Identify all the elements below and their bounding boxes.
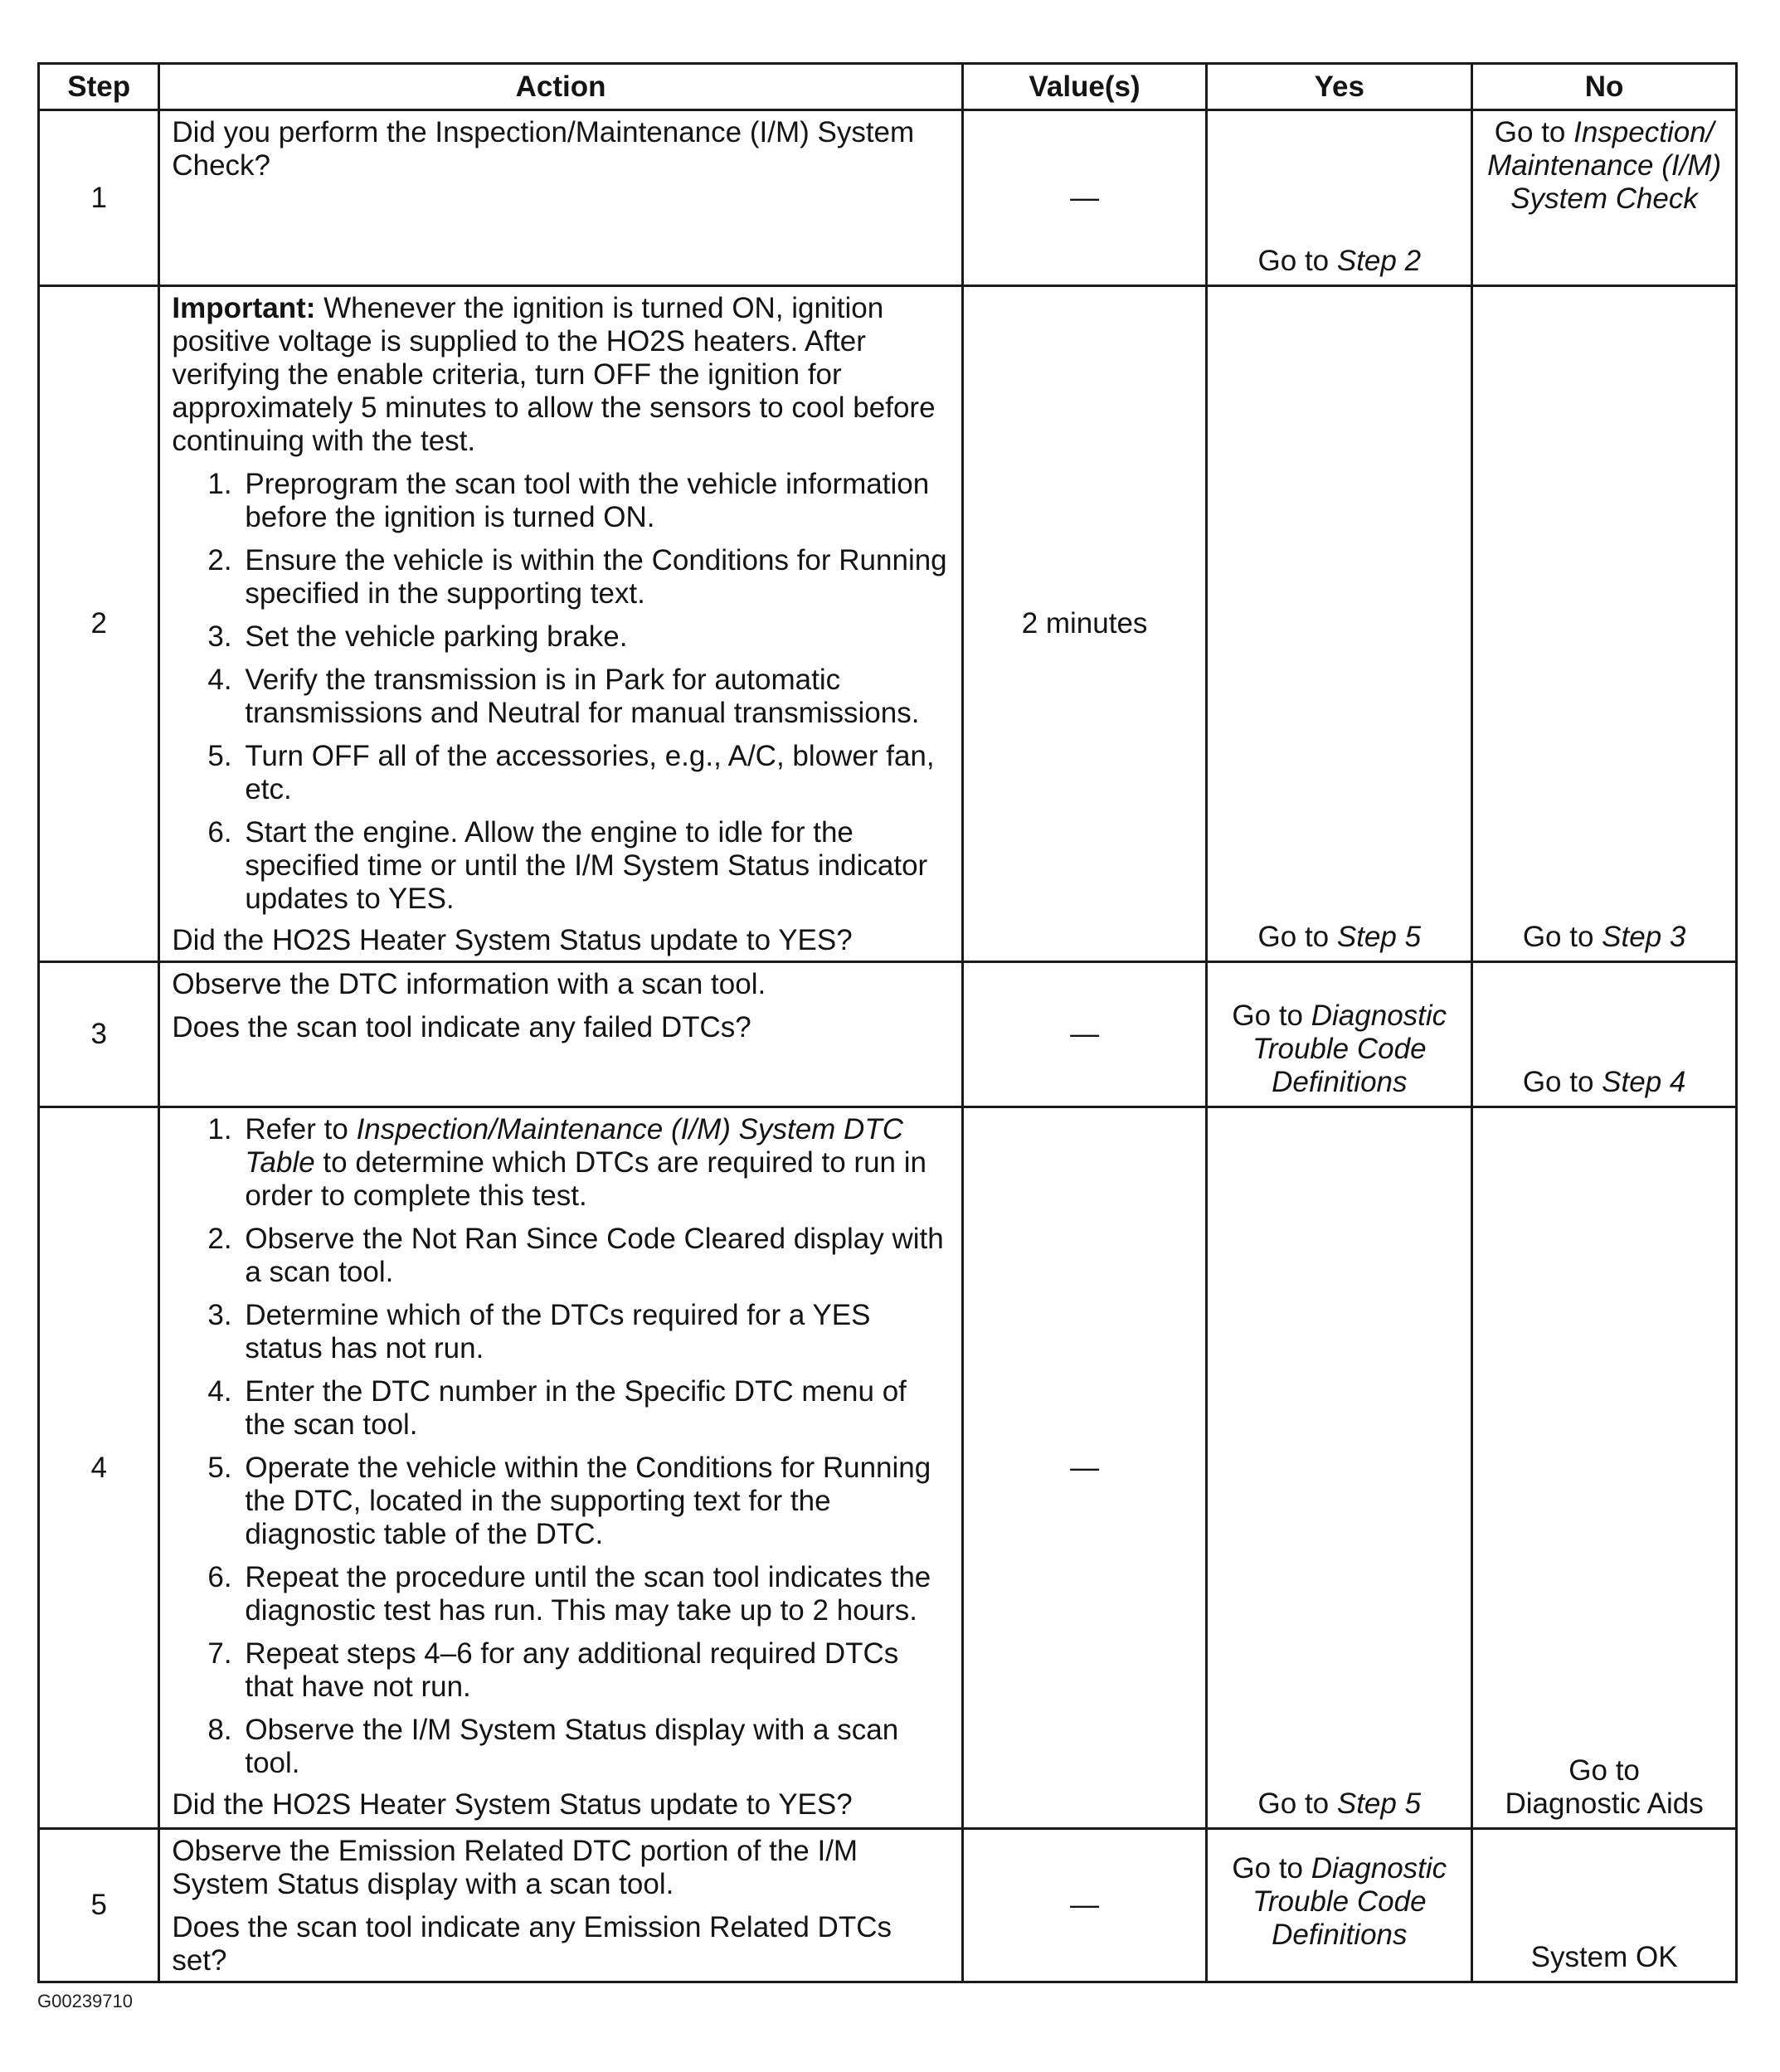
- im-dtc-table-link[interactable]: Inspection/Maintenance (I/M) System DTC Table: [245, 1113, 903, 1179]
- header-values: Value(s): [962, 64, 1207, 110]
- list-item: 4. Enter the DTC number in the Specific DTC menu of the scan tool.: [240, 1375, 949, 1442]
- table-row: [39, 286, 1737, 962]
- value-cell: —: [962, 1829, 1207, 1982]
- header-action: Action: [159, 64, 962, 110]
- no-prefix: Go to: [1522, 921, 1602, 953]
- no-cell: [1472, 1107, 1737, 1829]
- no-cell: System OK: [1472, 1829, 1737, 1982]
- important-text: Whenever the ignition is turned ON, ignition positive voltage is supplied to the HO2S heaters. After verifying the enable criteria, turn OFF the ignition for approximately 5 minutes to allow the sensors to cool before continuing with the test.: [172, 292, 936, 457]
- no-im-system-check-link[interactable]: Inspection/ Maintenance (I/M) System Check: [1487, 116, 1722, 215]
- no-prefix: Go to: [1568, 1754, 1640, 1787]
- value-cell: 2 minutes: [962, 286, 1207, 962]
- no-prefix: Go to: [1522, 1066, 1602, 1098]
- figure-id: G00239710: [37, 1991, 133, 2011]
- yes-dtc-definitions-link[interactable]: Diagnostic Trouble Code Definitions: [1252, 1000, 1447, 1098]
- table-row: [39, 962, 1737, 1107]
- no-cell: [1472, 962, 1737, 1107]
- step-number: 5: [39, 1829, 159, 1982]
- step-number: 2: [39, 286, 159, 962]
- action-question: Does the scan tool indicate any failed DTCs?: [172, 1011, 751, 1043]
- list-item: 7. Repeat steps 4–6 for any additional required DTCs that have not run.: [240, 1637, 949, 1704]
- yes-cell: [1207, 1107, 1472, 1829]
- diagnostic-table: [37, 62, 1738, 1983]
- important-label: Important:: [172, 292, 316, 324]
- header-step: Step: [39, 64, 159, 110]
- step-number: 1: [39, 110, 159, 286]
- no-cell: [1472, 286, 1737, 962]
- yes-prefix: Go to: [1257, 921, 1337, 953]
- action-cell: [159, 1107, 962, 1829]
- action-question: Did the HO2S Heater System Status update to YES?: [172, 1788, 853, 1821]
- no-diagnostic-aids-link[interactable]: Diagnostic Aids: [1505, 1787, 1704, 1820]
- action-question: Did you perform the Inspection/Maintenance (I/M) System Check?: [172, 116, 915, 182]
- list-item: 4. Verify the transmission is in Park for automatic transmissions and Neutral for manual transmissions.: [240, 664, 949, 730]
- action-question: Did the HO2S Heater System Status update to YES?: [172, 924, 853, 956]
- item-text: to determine which DTCs are required to run in order to complete this test.: [245, 1146, 926, 1212]
- procedure-list: [172, 468, 949, 916]
- action-cell: [159, 286, 962, 962]
- action-line: Observe the Emission Related DTC portion of the I/M System Status display with a scan tool.: [172, 1835, 858, 1900]
- action-cell: [159, 1829, 962, 1982]
- no-cell: [1472, 110, 1737, 286]
- action-cell: [159, 110, 962, 286]
- list-item: 1. Preprogram the scan tool with the vehicle information before the ignition is turned ON.: [240, 468, 949, 534]
- table-row: [39, 1107, 1737, 1829]
- list-item: 5. Operate the vehicle within the Conditions for Running the DTC, located in the supporting text for the diagnostic table of the DTC.: [240, 1452, 949, 1551]
- procedure-list: [172, 1113, 949, 1780]
- yes-step-link[interactable]: Step 2: [1336, 245, 1422, 277]
- yes-prefix: Go to: [1232, 1852, 1311, 1885]
- yes-prefix: Go to: [1232, 1000, 1311, 1032]
- yes-cell: [1207, 286, 1472, 962]
- yes-prefix: Go to: [1257, 245, 1337, 277]
- yes-step-link[interactable]: Step 5: [1336, 1787, 1422, 1820]
- yes-cell: [1207, 110, 1472, 286]
- table-row: [39, 1829, 1737, 1982]
- yes-cell: [1207, 1829, 1472, 1982]
- header-row: [39, 64, 1737, 110]
- value-cell: —: [962, 1107, 1207, 1829]
- no-prefix: Go to: [1494, 116, 1574, 148]
- list-item: 6. Repeat the procedure until the scan tool indicates the diagnostic test has run. This may take up to 2 hours.: [240, 1561, 949, 1627]
- no-step-link[interactable]: Step 4: [1602, 1066, 1686, 1098]
- list-item: 3. Set the vehicle parking brake.: [240, 620, 949, 654]
- action-cell: [159, 962, 962, 1107]
- no-step-link[interactable]: Step 3: [1602, 921, 1686, 953]
- list-item: 8. Observe the I/M System Status display with a scan tool.: [240, 1714, 949, 1780]
- step-number: 3: [39, 962, 159, 1107]
- action-question: Does the scan tool indicate any Emission Related DTCs set?: [172, 1911, 892, 1977]
- action-line: Observe the DTC information with a scan tool.: [172, 968, 766, 1000]
- yes-dtc-definitions-link[interactable]: Diagnostic Trouble Code Definitions: [1252, 1852, 1447, 1951]
- value-cell: —: [962, 962, 1207, 1107]
- list-item: 2. Ensure the vehicle is within the Conditions for Running specified in the supporting text.: [240, 544, 949, 610]
- step-number: 4: [39, 1107, 159, 1829]
- important-note: [172, 292, 949, 458]
- list-item: [240, 1113, 949, 1213]
- list-item: 2. Observe the Not Ran Since Code Cleared display with a scan tool.: [240, 1223, 949, 1289]
- yes-step-link[interactable]: Step 5: [1336, 921, 1422, 953]
- header-yes: Yes: [1207, 64, 1472, 110]
- yes-cell: [1207, 962, 1472, 1107]
- yes-prefix: Go to: [1257, 1787, 1337, 1820]
- list-item: 3. Determine which of the DTCs required for a YES status has not run.: [240, 1299, 949, 1365]
- value-cell: —: [962, 110, 1207, 286]
- list-item: 6. Start the engine. Allow the engine to idle for the specified time or until the I/M System Status indicator updates to YES.: [240, 816, 949, 916]
- table-row: [39, 110, 1737, 286]
- item-text: Refer to: [245, 1113, 357, 1145]
- header-no: No: [1472, 64, 1737, 110]
- list-item: 5. Turn OFF all of the accessories, e.g., A/C, blower fan, etc.: [240, 740, 949, 806]
